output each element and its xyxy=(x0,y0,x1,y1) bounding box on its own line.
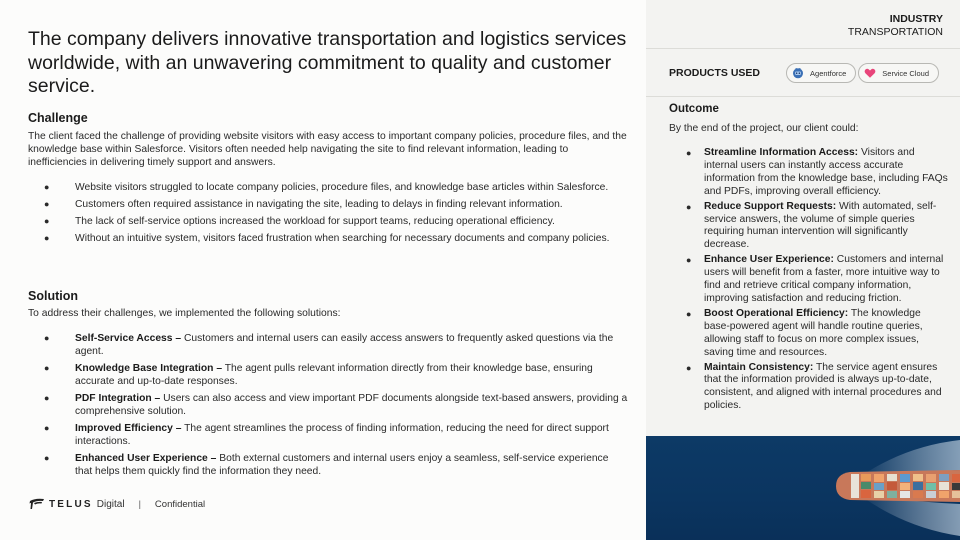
bullet-icon: ● xyxy=(44,199,50,209)
outcome-intro: By the end of the project, our client could: xyxy=(669,123,859,134)
page-headline: The company delivers innovative transportation and logistics services worldwide, with an unwavering commitment to quality and customer service. xyxy=(28,28,627,97)
bullet-icon: ● xyxy=(44,216,50,226)
list-item: ● Maintain Consistency: The service agent ensures that the information provided is always up-to-date, consistent, and aligned with internal procedures and policies. xyxy=(686,361,942,412)
list-item: ● Reduce Support Requests: With automated, self-service answers, the volume of simple queries requiring human intervention will significantly decrease. xyxy=(686,200,937,251)
products-used xyxy=(669,62,949,84)
agentforce-icon xyxy=(792,67,804,79)
list-item: ● Website visitors struggled to locate company policies, procedure files, and knowledge base articles within Salesforce. xyxy=(44,182,609,193)
list-item: ● Enhance User Experience: Customers and internal users will benefit from a faster, more intuitive way to find and retrieve critical company information, improving satisfaction and reducing friction. xyxy=(686,254,944,304)
list-item: ● Customers often required assistance in navigating the site, leading to delays in finding relevant information. xyxy=(44,199,563,210)
bullet-icon: ● xyxy=(686,255,692,266)
list-item: ● Knowledge Base Integration – The agent pulls relevant information directly from their knowledge base, ensuring accurate and up-to-date responses. xyxy=(44,363,593,387)
industry-block xyxy=(848,13,943,39)
outcome-list xyxy=(669,147,949,415)
challenge-title: Challenge xyxy=(28,111,88,125)
bullet-icon: ● xyxy=(44,393,50,403)
list-item: ● Boost Operational Efficiency: The knowledge base-powered agent will handle routine queries, allowing staff to focus on more complex issues, saving time and resources. xyxy=(686,307,923,358)
industry-label: INDUSTRY xyxy=(889,13,943,25)
telus-logo-icon xyxy=(29,498,45,510)
footer xyxy=(29,498,205,510)
ship-illustration-icon xyxy=(646,436,960,540)
container-ship-image xyxy=(646,436,960,540)
footer-separator: | xyxy=(138,499,141,509)
product-badge-agentforce: Agentforce xyxy=(786,63,856,83)
bullet-icon: ● xyxy=(686,148,692,158)
bullet-icon: ● xyxy=(44,363,50,373)
confidential-label: Confidential xyxy=(154,498,206,510)
divider xyxy=(646,96,960,97)
heart-icon xyxy=(864,67,876,79)
sidebar xyxy=(646,0,960,540)
bullet-icon: ● xyxy=(44,182,50,192)
bullet-icon: ● xyxy=(44,233,50,243)
bullet-icon: ● xyxy=(686,362,692,373)
brand-name: TELUS xyxy=(49,498,93,510)
bullet-icon: ● xyxy=(44,453,50,463)
divider xyxy=(646,48,960,49)
list-item: ● Enhanced User Experience – Both external customers and internal users enjoy a seamless, self-service experience that helps them quickly find the information they need. xyxy=(44,453,609,477)
bullet-icon: ● xyxy=(686,308,692,319)
bullet-icon: ● xyxy=(44,333,50,343)
solution-title: Solution xyxy=(28,289,78,303)
product-badge-service-cloud: Service Cloud xyxy=(858,63,939,83)
bullet-icon: ● xyxy=(44,423,50,433)
outcome-title: Outcome xyxy=(669,103,719,115)
industry-value: TRANSPORTATION xyxy=(847,26,943,38)
brand-suffix: Digital xyxy=(96,498,125,510)
list-item: ● Self-Service Access – Customers and internal users can easily access answers to frequently asked questions via the agent. xyxy=(44,333,614,357)
list-item: ● Improved Efficiency – The agent streamlines the process of finding information, reducing the need for direct support interactions. xyxy=(44,423,609,447)
challenge-intro: The client faced the challenge of providing website visitors with easy access to important company policies, procedure files, and the knowledge base within Salesforce. Visitors often needed help navigating the site to find relevant information, leading to inefficiencies in delivering timely support and answers. xyxy=(28,131,627,168)
products-label: PRODUCTS USED xyxy=(669,67,761,79)
list-item: ● Streamline Information Access: Visitors and internal users can instantly access accurate information from the knowledge base, including FAQs and PDFs, improving overall efficiency. xyxy=(686,147,948,197)
bullet-icon: ● xyxy=(686,201,692,212)
list-item: ● PDF Integration – Users can also access and view important PDF documents alongside text-based answers, providing a comprehensive solution. xyxy=(44,393,628,417)
challenge-list xyxy=(28,181,628,249)
solution-intro: To address their challenges, we implemented the following solutions: xyxy=(28,308,341,319)
solution-list xyxy=(28,332,628,482)
list-item: ● The lack of self-service options increased the workload for support teams, reducing operational efficiency. xyxy=(44,216,555,227)
list-item: ● Without an intuitive system, visitors faced frustration when searching for necessary documents and company policies. xyxy=(44,233,610,244)
